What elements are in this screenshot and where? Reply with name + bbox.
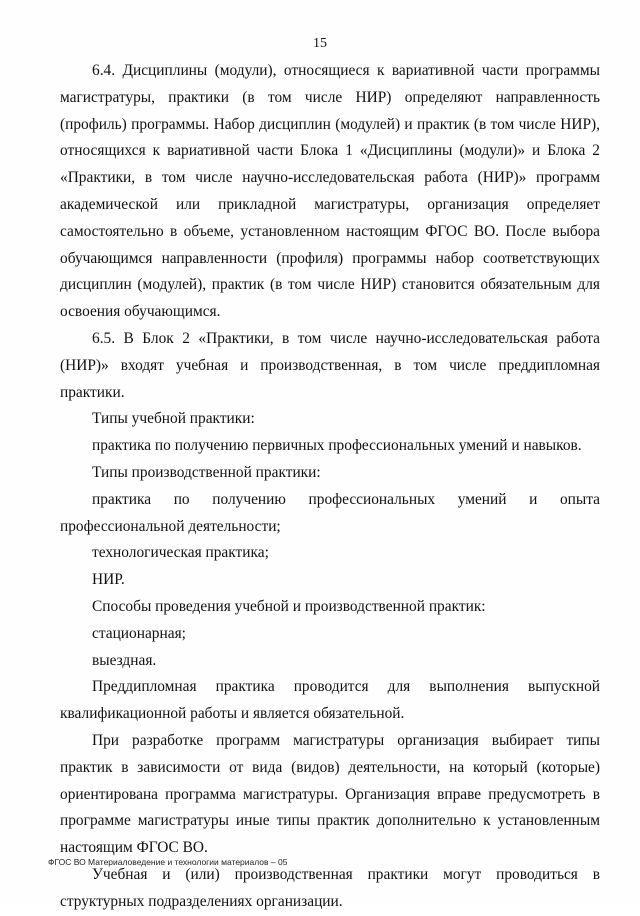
paragraph-6-4: 6.4. Дисциплины (модули), относящиеся к вариативной части программы магистратуры, практики (в том числе НИР) определяют направленность (профиль) программы. Набор дисциплин (модулей) и практик (в том числе НИР), относящихся к вариативной части Блока 1 «Дисциплины (модули)» и Блока 2 «Практики, в том числе научно-исследовательская работа (НИР)» программ академической или прикладной магистратуры, организация определяет самостоятельно в объеме, установленном настоящим ФГОС ВО. После выбора обучающимся направленности (профиля) программы набор соответствующих дисциплин (модулей), практик (в том числе НИР) становится обязательным для освоения обучающимся. bbox=[60, 62, 600, 321]
list-item: выездная. bbox=[92, 651, 157, 669]
program-development-paragraph: При разработке программ магистратуры организация выбирает типы практик в зависимости от вида (видов) деятельности, на который (которые) ориентирована программа магистратуры. Организация вправе предусмотреть в программе магистратуры иные типы практик дополнительно к установленным настоящим ФГОС ВО. bbox=[60, 731, 600, 857]
practice-methods-heading: Способы проведения учебной и производственной практик: bbox=[92, 597, 486, 615]
document-body bbox=[60, 58, 600, 916]
pre-diploma-practice-paragraph: Преддипломная практика проводится для выполнения выпускной квалификационной работы и является обязательной. bbox=[60, 678, 600, 723]
list-item: практика по получению профессиональных умений и опыта профессиональной деятельности; bbox=[60, 490, 600, 535]
production-practice-types-heading: Типы производственной практики: bbox=[92, 463, 321, 481]
educational-practice-types-heading: Типы учебной практики: bbox=[92, 410, 255, 428]
page-footer: ФГОС ВО Материаловедение и технологии материалов – 05 bbox=[48, 857, 288, 867]
structural-units-paragraph: Учебная и (или) производственная практики могут проводиться в структурных подразделениях организации. bbox=[60, 865, 600, 910]
page-number: 15 bbox=[313, 36, 327, 51]
list-item: технологическая практика; bbox=[92, 544, 269, 562]
list-item: стационарная; bbox=[92, 624, 186, 642]
list-item: практика по получению первичных профессиональных умений и навыков. bbox=[92, 437, 582, 455]
paragraph-6-5: 6.5. В Блок 2 «Практики, в том числе научно-исследовательская работа (НИР)» входят учебная и производственная, в том числе преддипломная практики. bbox=[60, 329, 600, 401]
list-item: НИР. bbox=[92, 571, 125, 589]
